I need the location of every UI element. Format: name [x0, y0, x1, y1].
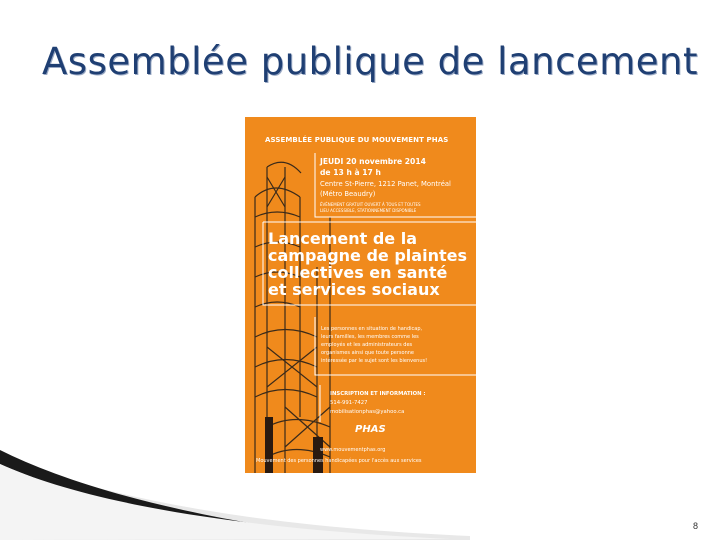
poster-venue-address: Centre St-Pierre, 1212 Panet, Montréal: [320, 180, 451, 188]
phas-logo: PHAS: [355, 424, 386, 435]
poster-headline-line: collectives en santé: [268, 263, 448, 282]
poster-contact-label: INSCRIPTION ET INFORMATION :: [330, 391, 426, 397]
poster-note: [320, 202, 421, 214]
poster-header: ASSEMBLÉE PUBLIQUE DU MOUVEMENT PHAS: [265, 136, 449, 144]
poster-url: www.mouvementphas.org: [320, 447, 386, 453]
poster-audience: [321, 325, 427, 365]
poster-headline-line: Lancement de la: [268, 229, 418, 248]
decorative-swoosh: [0, 450, 480, 540]
poster-contact-phone: 514-991-7427: [330, 400, 368, 406]
poster-audience-line: organismes ainsi que toute personne: [321, 350, 414, 356]
poster-audience-line: leurs familles, les membres comme les: [321, 334, 419, 340]
poster-date-day: JEUDI 20 novembre 2014: [320, 157, 426, 166]
poster-audience-line: intéressée par le sujet sont les bienvenus!: [321, 358, 428, 364]
event-poster: [245, 117, 476, 473]
poster-venue: [320, 179, 451, 199]
poster-footer: Mouvement des personnes handicapées pour l'accès aux services: [256, 458, 422, 464]
poster-note-access: LIEU ACCESSIBLE, STATIONNEMENT DISPONIBLE: [320, 208, 417, 213]
poster-contact: [330, 390, 426, 417]
poster-venue-metro: (Métro Beaudry): [320, 190, 376, 198]
poster-headline-line: et services sociaux: [268, 280, 440, 299]
poster-headline-line: campagne de plaintes: [268, 246, 467, 265]
poster-audience-line: employés et les administrateurs des: [321, 342, 413, 348]
poster-date-time: de 13 h à 17 h: [320, 168, 381, 177]
slide-number: 8: [693, 521, 699, 531]
poster-date: [320, 156, 426, 178]
poster-note-free: ÉVÉNEMENT GRATUIT OUVERT À TOUS ET TOUTES: [320, 202, 421, 207]
poster-audience-line: Les personnes en situation de handicap,: [321, 326, 423, 332]
poster-contact-email: mobilisationphas@yahoo.ca: [330, 409, 405, 415]
poster-headline: [268, 230, 467, 298]
slide-title: Assemblée publique de lancement: [42, 40, 698, 83]
